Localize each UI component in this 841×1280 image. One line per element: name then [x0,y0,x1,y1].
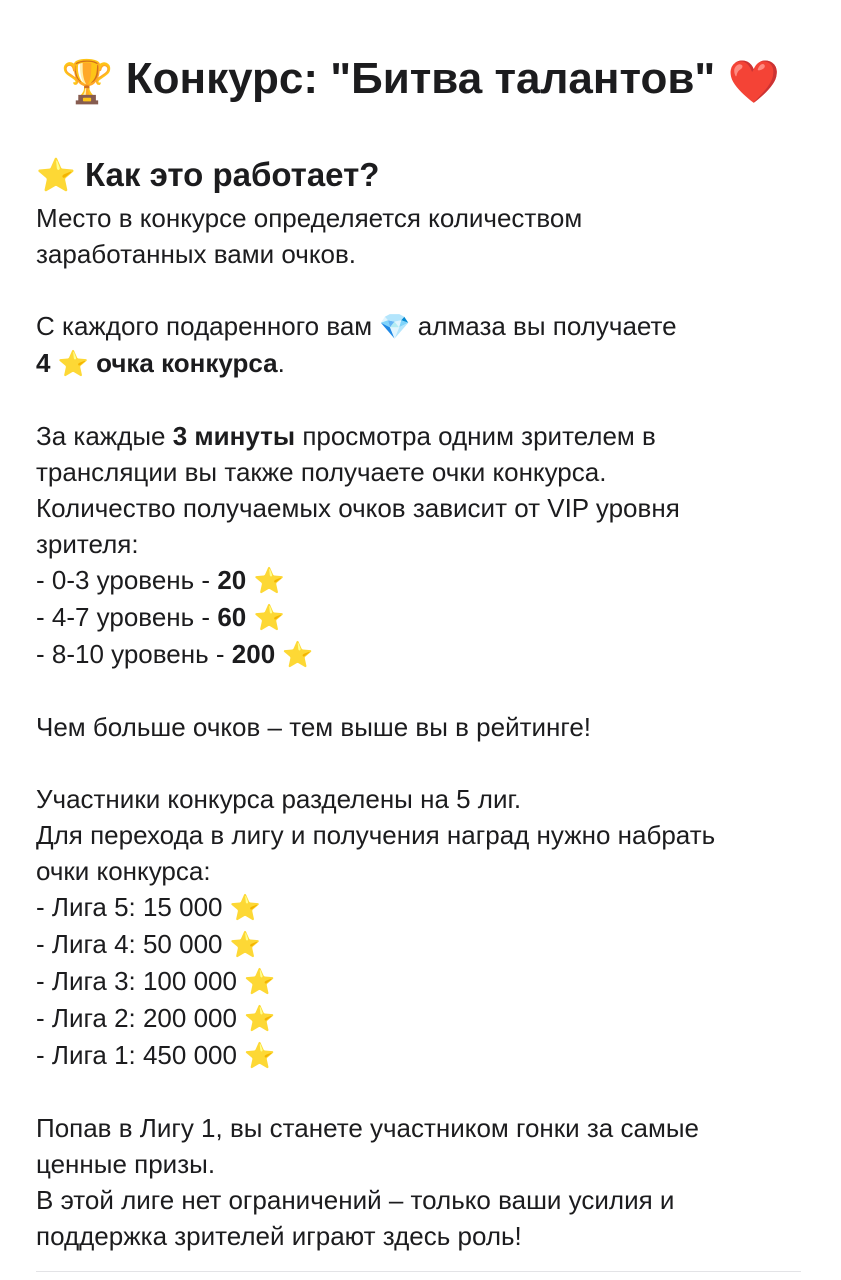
text-fragment: За каждые [36,421,166,451]
section-heading-text: Как это работает? [85,156,380,193]
text-fragment: С каждого подаренного вам [36,311,373,341]
list-item-level [36,562,816,599]
star-icon: ⭐ [229,931,261,959]
level-label: - 4-7 уровень - [36,602,211,632]
text-line: зрителя: [36,529,139,559]
league-label: - Лига 2: 200 000 [36,1003,237,1033]
text-line: Попав в Лигу 1, вы станете участником гонки за самые [36,1113,699,1143]
text-line: Для перехода в лигу и получения наград нужно набрать [36,820,716,850]
text-fragment: просмотра одним зрителем в [302,421,656,451]
points-number: 4 [36,348,51,378]
text-line: очки конкурса: [36,856,211,886]
star-icon: ⭐ [36,157,76,193]
paragraph-leagues [36,781,816,1074]
star-icon: ⭐ [229,894,261,922]
level-label: - 0-3 уровень - [36,565,211,595]
league-label: - Лига 4: 50 000 [36,929,223,959]
text-line: заработанных вами очков. [36,239,356,269]
text-line: Участники конкурса разделены на 5 лиг. [36,784,522,814]
star-icon: ⭐ [282,641,314,669]
star-icon: ⭐ [253,604,285,632]
paragraph-league-one [36,1110,816,1254]
text-line: Количество получаемых очков зависит от VIP уровня [36,493,680,523]
league-label: - Лига 1: 450 000 [36,1040,237,1070]
text-line [36,418,816,454]
trophy-icon: 🏆 [61,58,114,105]
star-icon: ⭐ [244,1042,276,1070]
list-item-level [36,599,816,636]
paragraph-intro [36,200,816,272]
paragraph-rating [36,709,816,745]
star-icon: ⭐ [57,350,89,378]
star-icon: ⭐ [253,567,285,595]
text-line: ценные призы. [36,1149,216,1179]
level-points: 200 [231,639,276,669]
list-item-level [36,636,816,673]
text-line [36,345,816,382]
page-title-text: Конкурс: "Битва талантов" [125,54,716,103]
level-points: 60 [217,602,247,632]
points-label: очка конкурса [96,348,278,378]
section-heading [36,152,816,198]
paragraph-watching [36,418,816,673]
diamond-icon: 💎 [379,313,411,341]
text-line: Чем больше очков – тем выше вы в рейтинге! [36,712,592,742]
paragraph-diamonds [36,308,816,382]
list-item-league [36,1037,816,1074]
list-item-league [36,963,816,1000]
text-line [36,308,816,345]
list-item-league [36,1000,816,1037]
heart-icon: ❤️ [727,58,780,105]
text-line: Место в конкурсе определяется количеством [36,203,583,233]
league-label: - Лига 3: 100 000 [36,966,237,996]
level-points: 20 [217,565,247,595]
bottom-divider [36,1271,801,1272]
duration-bold: 3 минуты [172,421,296,451]
list-item-league [36,889,816,926]
level-label: - 8-10 уровень - [36,639,225,669]
text-line: трансляции вы также получаете очки конкурса. [36,457,607,487]
star-icon: ⭐ [244,1005,276,1033]
text-line: В этой лиге нет ограничений – только ваши усилия и [36,1185,675,1215]
content [36,152,816,1254]
text-fragment: алмаза вы получаете [417,311,677,341]
list-item-league [36,926,816,963]
text-fragment: . [277,348,285,378]
star-icon: ⭐ [244,968,276,996]
page-title [0,50,841,111]
league-label: - Лига 5: 15 000 [36,892,223,922]
text-line: поддержка зрителей играют здесь роль! [36,1221,522,1251]
